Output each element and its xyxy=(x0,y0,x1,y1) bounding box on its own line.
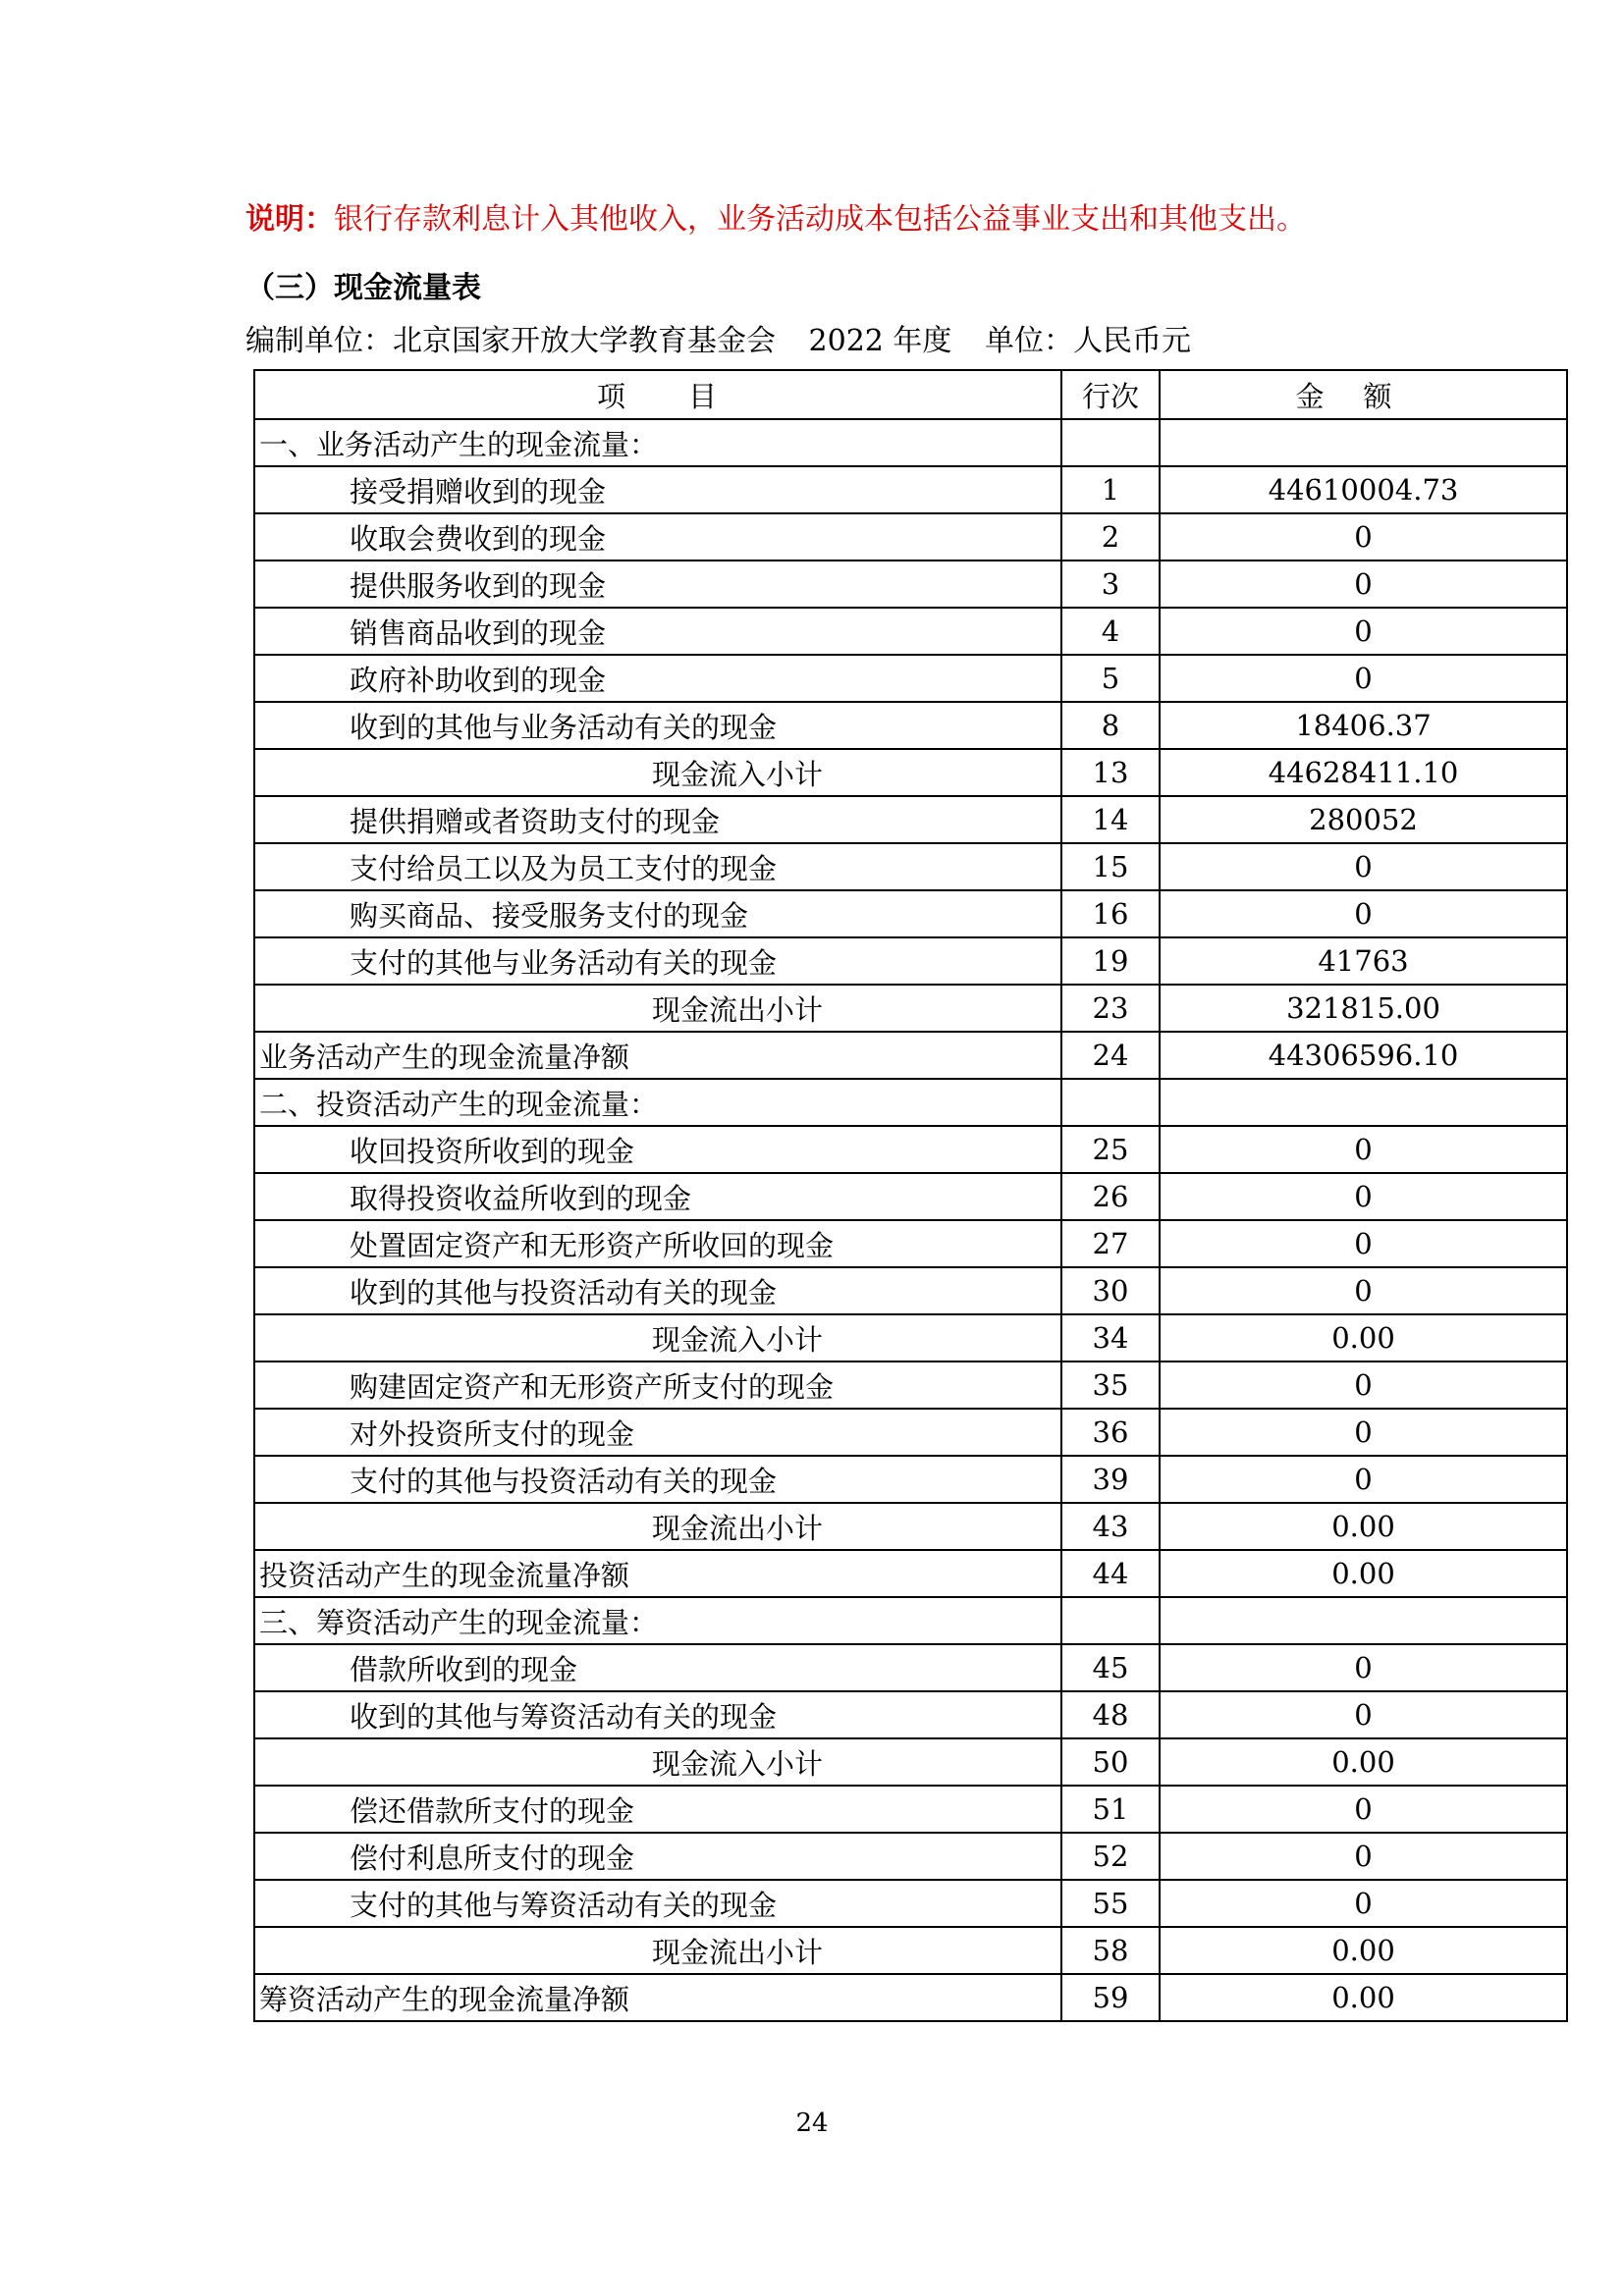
row-amount: 0 xyxy=(1160,561,1567,608)
row-item: 支付给员工以及为员工支付的现金 xyxy=(254,843,1061,890)
row-amount: 0 xyxy=(1160,843,1567,890)
row-line-number: 3 xyxy=(1061,561,1160,608)
note-label: 说明： xyxy=(245,202,334,237)
row-line-number: 48 xyxy=(1061,1691,1160,1738)
row-item: 接受捐赠收到的现金 xyxy=(254,466,1061,513)
table-row xyxy=(254,1314,1567,1362)
row-line-number: 45 xyxy=(1061,1644,1160,1691)
table-row xyxy=(254,561,1567,608)
row-item: 收取会费收到的现金 xyxy=(254,513,1061,561)
row-line-number xyxy=(1061,1597,1160,1644)
row-amount: 0 xyxy=(1160,1456,1567,1503)
row-item: 购买商品、接受服务支付的现金 xyxy=(254,890,1061,937)
table-row xyxy=(254,1503,1567,1550)
row-amount: 0 xyxy=(1160,1644,1567,1691)
row-item: 投资活动产生的现金流量净额 xyxy=(254,1550,1061,1597)
header-amount: 金额 xyxy=(1160,370,1567,419)
row-line-number: 34 xyxy=(1061,1314,1160,1362)
table-row xyxy=(254,796,1567,843)
row-line-number: 44 xyxy=(1061,1550,1160,1597)
row-amount: 0 xyxy=(1160,1833,1567,1880)
row-line-number: 23 xyxy=(1061,985,1160,1032)
row-item: 现金流入小计 xyxy=(254,749,1061,796)
row-item: 现金流入小计 xyxy=(254,1738,1061,1786)
row-line-number: 36 xyxy=(1061,1409,1160,1456)
row-item: 现金流入小计 xyxy=(254,1314,1061,1362)
row-line-number: 19 xyxy=(1061,937,1160,985)
row-item: 收到的其他与筹资活动有关的现金 xyxy=(254,1691,1061,1738)
unit-line xyxy=(245,316,1215,359)
row-amount: 0.00 xyxy=(1160,1927,1567,1974)
row-amount: 0 xyxy=(1160,1267,1567,1314)
currency-label: 单位：人民币元 xyxy=(984,324,1191,358)
cash-flow-table xyxy=(253,369,1568,2022)
row-amount: 0 xyxy=(1160,1786,1567,1833)
row-item: 现金流出小计 xyxy=(254,985,1061,1032)
explanation-note xyxy=(245,194,1306,238)
row-item: 收回投资所收到的现金 xyxy=(254,1126,1061,1173)
row-item: 偿付利息所支付的现金 xyxy=(254,1833,1061,1880)
row-line-number xyxy=(1061,419,1160,466)
row-line-number: 1 xyxy=(1061,466,1160,513)
row-line-number: 8 xyxy=(1061,702,1160,749)
row-amount: 41763 xyxy=(1160,937,1567,985)
row-amount xyxy=(1160,419,1567,466)
row-line-number: 2 xyxy=(1061,513,1160,561)
table-row xyxy=(254,890,1567,937)
table-row xyxy=(254,1597,1567,1644)
row-line-number: 43 xyxy=(1061,1503,1160,1550)
org-label: 编制单位：北京国家开放大学教育基金会 xyxy=(245,324,776,358)
row-amount: 44306596.10 xyxy=(1160,1032,1567,1079)
row-item: 取得投资收益所收到的现金 xyxy=(254,1173,1061,1220)
row-item: 三、筹资活动产生的现金流量： xyxy=(254,1597,1061,1644)
row-amount: 0 xyxy=(1160,1691,1567,1738)
row-line-number: 58 xyxy=(1061,1927,1160,1974)
row-amount: 0 xyxy=(1160,1126,1567,1173)
row-line-number: 35 xyxy=(1061,1362,1160,1409)
row-line-number: 14 xyxy=(1061,796,1160,843)
row-item: 提供捐赠或者资助支付的现金 xyxy=(254,796,1061,843)
header-item: 项 目 xyxy=(254,370,1061,419)
row-item: 处置固定资产和无形资产所收回的现金 xyxy=(254,1220,1061,1267)
row-amount: 0.00 xyxy=(1160,1314,1567,1362)
row-item: 销售商品收到的现金 xyxy=(254,608,1061,655)
row-amount: 0 xyxy=(1160,513,1567,561)
row-line-number: 50 xyxy=(1061,1738,1160,1786)
page-number: 24 xyxy=(795,2109,829,2138)
table-row xyxy=(254,843,1567,890)
row-item: 支付的其他与业务活动有关的现金 xyxy=(254,937,1061,985)
row-item: 支付的其他与投资活动有关的现金 xyxy=(254,1456,1061,1503)
row-amount: 0 xyxy=(1160,1362,1567,1409)
table-row xyxy=(254,1409,1567,1456)
row-line-number: 52 xyxy=(1061,1833,1160,1880)
row-line-number: 51 xyxy=(1061,1786,1160,1833)
table-row xyxy=(254,1267,1567,1314)
table-row xyxy=(254,702,1567,749)
row-line-number: 16 xyxy=(1061,890,1160,937)
row-item: 业务活动产生的现金流量净额 xyxy=(254,1032,1061,1079)
table-row xyxy=(254,1974,1567,2021)
row-amount: 0.00 xyxy=(1160,1503,1567,1550)
row-amount: 44610004.73 xyxy=(1160,466,1567,513)
row-amount: 0 xyxy=(1160,1173,1567,1220)
row-item: 一、业务活动产生的现金流量： xyxy=(254,419,1061,466)
row-amount: 0 xyxy=(1160,1880,1567,1927)
table-row xyxy=(254,1786,1567,1833)
row-item: 偿还借款所支付的现金 xyxy=(254,1786,1061,1833)
row-line-number: 59 xyxy=(1061,1974,1160,2021)
table-row xyxy=(254,1079,1567,1126)
table-row xyxy=(254,937,1567,985)
row-amount: 0.00 xyxy=(1160,1738,1567,1786)
table-row xyxy=(254,1644,1567,1691)
row-item: 购建固定资产和无形资产所支付的现金 xyxy=(254,1362,1061,1409)
table-row xyxy=(254,1220,1567,1267)
row-amount: 18406.37 xyxy=(1160,702,1567,749)
row-item: 对外投资所支付的现金 xyxy=(254,1409,1061,1456)
row-item: 筹资活动产生的现金流量净额 xyxy=(254,1974,1061,2021)
row-line-number: 30 xyxy=(1061,1267,1160,1314)
row-line-number: 26 xyxy=(1061,1173,1160,1220)
table-row xyxy=(254,1880,1567,1927)
table-row xyxy=(254,466,1567,513)
row-item: 二、投资活动产生的现金流量： xyxy=(254,1079,1061,1126)
row-line-number: 15 xyxy=(1061,843,1160,890)
table-row xyxy=(254,1362,1567,1409)
row-item: 政府补助收到的现金 xyxy=(254,655,1061,702)
row-item: 现金流出小计 xyxy=(254,1503,1061,1550)
table-row xyxy=(254,513,1567,561)
table-row xyxy=(254,1032,1567,1079)
row-amount: 0 xyxy=(1160,655,1567,702)
row-amount: 44628411.10 xyxy=(1160,749,1567,796)
row-amount: 321815.00 xyxy=(1160,985,1567,1032)
row-line-number: 55 xyxy=(1061,1880,1160,1927)
year-label: 2022 年度 xyxy=(808,324,952,358)
row-line-number: 13 xyxy=(1061,749,1160,796)
row-item: 收到的其他与投资活动有关的现金 xyxy=(254,1267,1061,1314)
note-text: 银行存款利息计入其他收入，业务活动成本包括公益事业支出和其他支出。 xyxy=(334,202,1306,237)
row-amount xyxy=(1160,1079,1567,1126)
table-row xyxy=(254,1833,1567,1880)
row-amount: 280052 xyxy=(1160,796,1567,843)
table-row xyxy=(254,1456,1567,1503)
table-row xyxy=(254,1126,1567,1173)
row-amount: 0 xyxy=(1160,1409,1567,1456)
table-row xyxy=(254,1738,1567,1786)
row-line-number: 4 xyxy=(1061,608,1160,655)
row-line-number xyxy=(1061,1079,1160,1126)
row-line-number: 27 xyxy=(1061,1220,1160,1267)
table-row xyxy=(254,1927,1567,1974)
row-line-number: 25 xyxy=(1061,1126,1160,1173)
table-row xyxy=(254,985,1567,1032)
row-item: 收到的其他与业务活动有关的现金 xyxy=(254,702,1061,749)
table-row xyxy=(254,1173,1567,1220)
row-amount: 0.00 xyxy=(1160,1550,1567,1597)
table-header-row xyxy=(254,370,1567,419)
table-row xyxy=(254,1691,1567,1738)
row-amount: 0.00 xyxy=(1160,1974,1567,2021)
row-item: 提供服务收到的现金 xyxy=(254,561,1061,608)
row-amount: 0 xyxy=(1160,1220,1567,1267)
table-row xyxy=(254,749,1567,796)
row-amount: 0 xyxy=(1160,890,1567,937)
table-row xyxy=(254,1550,1567,1597)
row-line-number: 24 xyxy=(1061,1032,1160,1079)
row-amount xyxy=(1160,1597,1567,1644)
table-row xyxy=(254,608,1567,655)
row-line-number: 39 xyxy=(1061,1456,1160,1503)
section-title: （三）现金流量表 xyxy=(245,271,481,305)
row-item: 支付的其他与筹资活动有关的现金 xyxy=(254,1880,1061,1927)
header-line: 行次 xyxy=(1061,370,1160,419)
table-row xyxy=(254,419,1567,466)
table-row xyxy=(254,655,1567,702)
row-line-number: 5 xyxy=(1061,655,1160,702)
row-item: 借款所收到的现金 xyxy=(254,1644,1061,1691)
row-amount: 0 xyxy=(1160,608,1567,655)
row-item: 现金流出小计 xyxy=(254,1927,1061,1974)
